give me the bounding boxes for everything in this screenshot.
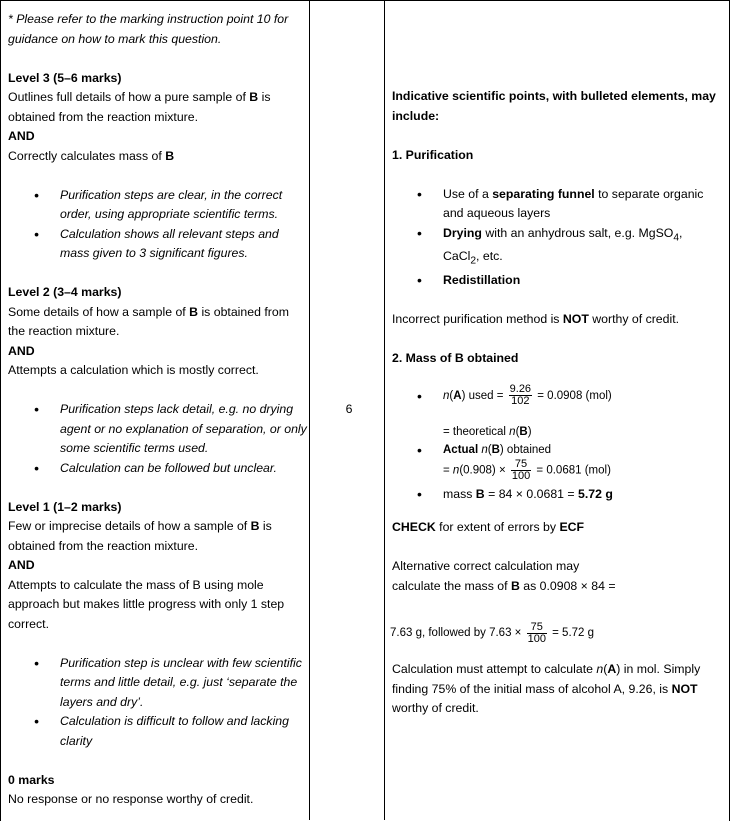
calculation-list-3 (392, 482, 722, 506)
level-description: Few or imprecise details of how a sample of B is obtained from the reaction mixture. (8, 519, 272, 553)
level-heading: Level 2 (3–4 marks) (8, 285, 122, 299)
fraction-9-26-over-102: $\frac{9.26}{102}$ (509, 383, 532, 408)
purification-list (392, 185, 722, 291)
level-calculation: Attempts a calculation which is mostly correct. (8, 363, 259, 377)
incorrect-method-note: Incorrect purification method is NOT worthy of credit. (392, 312, 680, 327)
marking-note: * Please refer to the marking instruction point 10 for guidance on how to mark this question. (8, 12, 289, 46)
level-bullet: • Calculation is difficult to follow and lacking clarity (8, 712, 308, 751)
level-bullet: • Calculation shows all relevant steps and mass given to 3 significant figures. (8, 225, 308, 264)
alt-calc-line-1: Alternative correct calculation may (392, 559, 580, 574)
section-mass-heading: 2. Mass of B obtained (392, 351, 519, 366)
indicative-intro: Indicative scientific points, with bulleted elements, may include: (392, 89, 716, 123)
level-description: No response or no response worthy of credit. (8, 792, 254, 806)
alt-calc-line-3: 7.63 g, followed by 7.63 × $\frac{75}{100}$ = 5.72 g (390, 620, 595, 645)
alt-calc-line-2: calculate the mass of B as 0.0908 × 84 = (392, 578, 616, 593)
calc-bullet-actual: • Actual n(B) obtained (392, 442, 722, 459)
level-calculation: Correctly calculates mass of B (8, 148, 175, 163)
and-connector: AND (8, 343, 35, 358)
level-bullet: • Purification steps are clear, in the correct order, using appropriate scientific terms. (8, 186, 308, 225)
level-2-block (8, 283, 308, 478)
level-heading: Level 1 (1–2 marks) (8, 499, 122, 514)
level-bullet: • Purification step is unclear with few scientific terms and little detail, e.g. just ‘separate the layers and dry’. (8, 654, 308, 713)
calculation-list-2 (392, 442, 722, 459)
level-1-block (8, 498, 308, 752)
column-divider-right (384, 0, 385, 820)
level-description: Some details of how a sample of B is obtained from the reaction mixture. (8, 304, 289, 338)
level-heading: 0 marks (8, 772, 55, 787)
indicative-points-column (392, 87, 722, 719)
zero-marks-block (8, 771, 308, 810)
levels-column (8, 10, 308, 810)
section-purification-heading: 1. Purification (392, 147, 474, 162)
theoretical-line: = theoretical n(B) (443, 425, 532, 438)
check-ecf-line: CHECK for extent of errors by ECF (392, 520, 585, 535)
level-bullet: • Calculation can be followed but unclear. (8, 459, 308, 479)
fraction-75-over-100: $\frac{75}{100}$ (511, 458, 531, 483)
calculation-list (392, 383, 722, 409)
level-bullet: • Purification steps lack detail, e.g. no drying agent or no explanation of separation, or only some scientific terms used. (8, 400, 308, 459)
level-heading: Level 3 (5–6 marks) (8, 70, 122, 85)
actual-calc-line: = n(0.908) × $\frac{75}{100}$ = 0.0681 (mol) (443, 458, 611, 483)
marks-value: 6 (345, 402, 353, 416)
purification-bullet: • Use of a separating funnel to separate organic and aqueous layers (392, 185, 722, 224)
column-divider-left (309, 0, 310, 820)
purification-bullet: • Drying with an anhydrous salt, e.g. MgSO$_4$, CaCl$_2$, etc. (392, 224, 722, 272)
calc-bullet-n-a: • n(A) used = $\frac{9.26}{102}$ = 0.0908 (mol) (392, 383, 722, 409)
level-3-block (8, 69, 308, 264)
calc-bullet-mass: • mass B = 84 × 0.0681 = 5.72 g (392, 482, 722, 506)
and-connector: AND (8, 129, 35, 143)
and-connector: AND (8, 558, 35, 572)
purification-bullet: • Redistillation (392, 271, 722, 291)
final-note: Calculation must attempt to calculate n(A) in mol. Simply finding 75% of the initial mass of alcohol A, 9.26, is NOT worthy of credit. (392, 662, 701, 716)
level-calculation: Attempts to calculate the mass of B using mole approach but makes little progress with only 1 step correct. (8, 577, 285, 631)
fraction-75-over-100-alt: $\frac{75}{100}$ (527, 620, 546, 645)
level-description: Outlines full details of how a pure sample of B is obtained from the reaction mixture. (8, 90, 271, 124)
